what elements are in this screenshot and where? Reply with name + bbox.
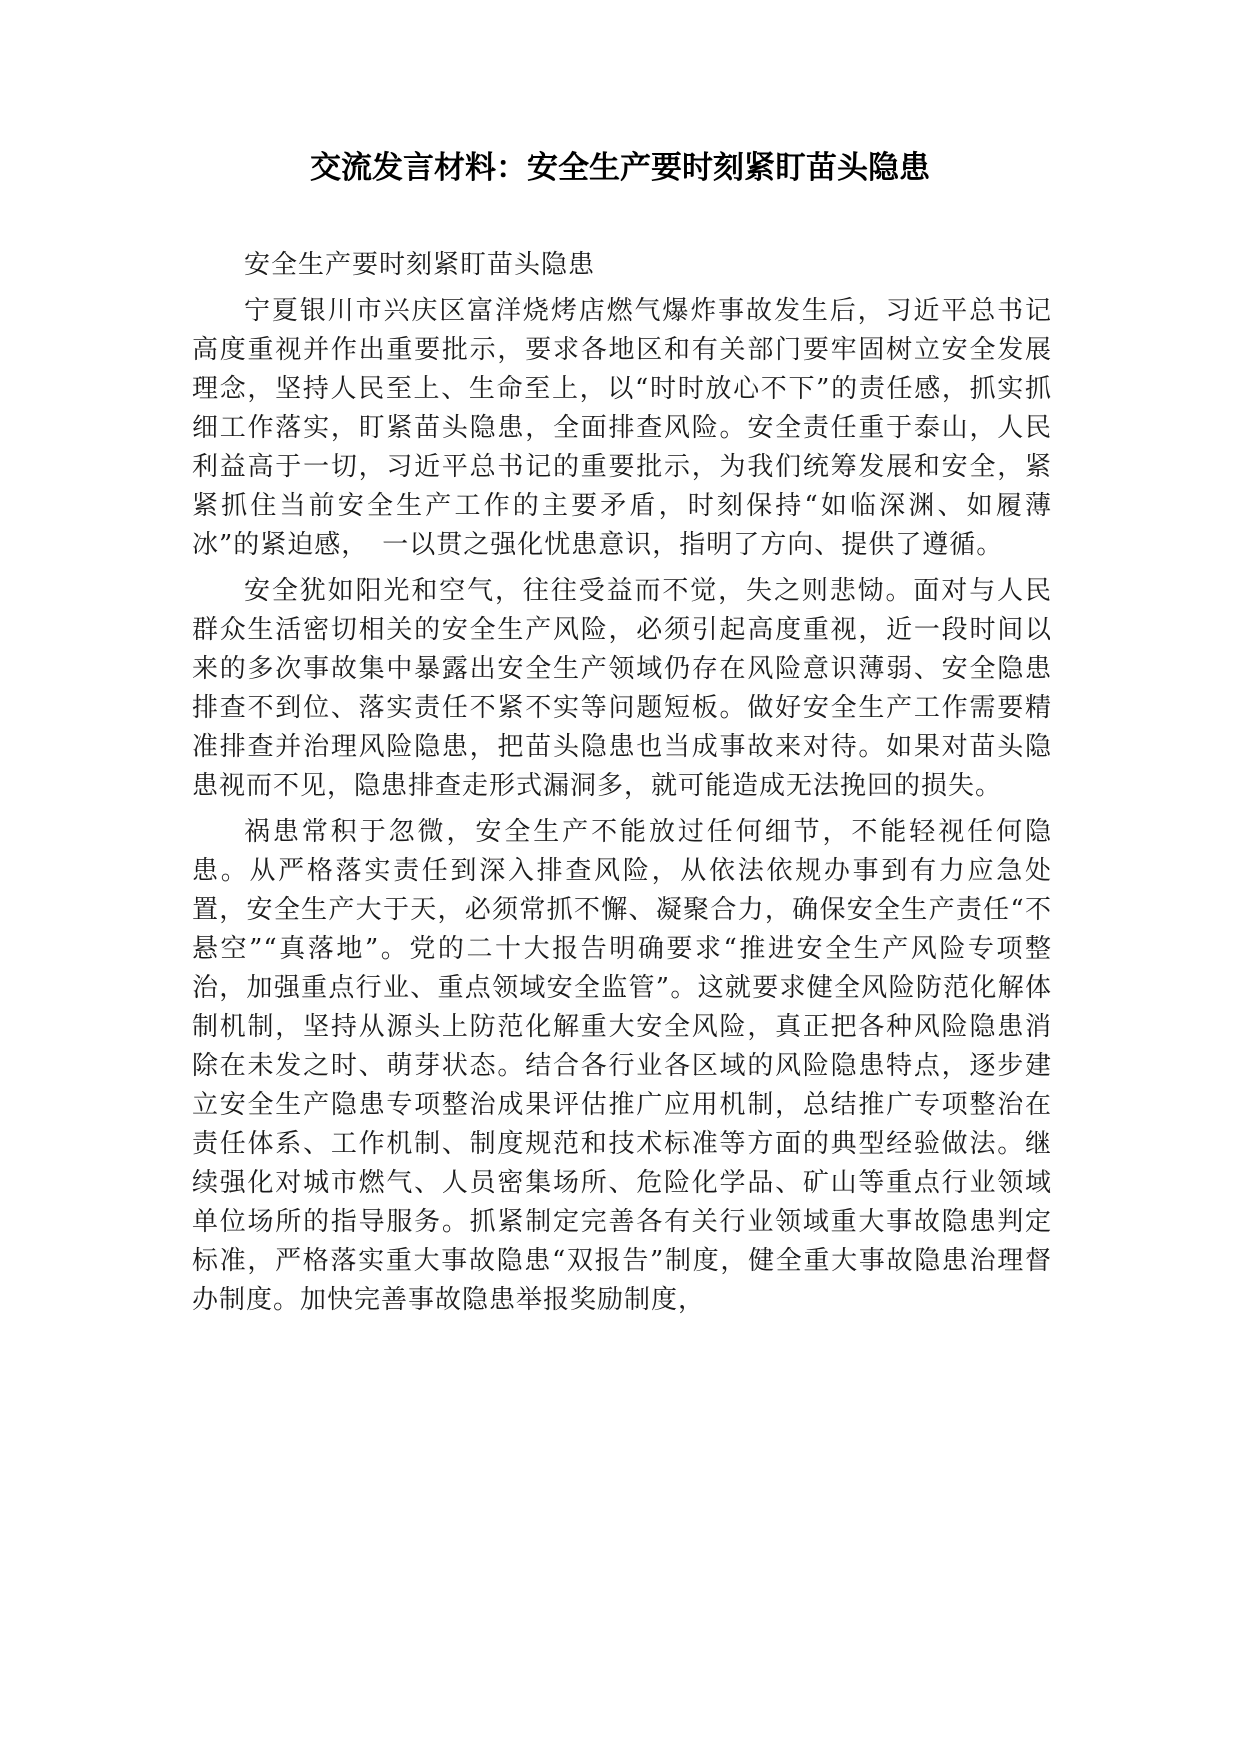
document-body xyxy=(192,246,1052,1320)
document-title: 交流发言材料：安全生产要时刻紧盯苗头隐患 xyxy=(310,150,930,186)
document-subtitle: 安全生产要时刻紧盯苗头隐患 xyxy=(244,250,596,280)
paragraph-3: 祸患常积于忽微，安全生产不能放过任何细节，不能轻视任何隐患。从严格落实责任到深入排查风险，从依法依规办事到有力应急处置，安全生产大于天，必须常抓不懈、凝聚合力，确保安全生产责任“不悬空”“真落地”。党的二十大报告明确要求“推进安全生产风险专项整治，加强重点行业、重点领域安全监管”。这就要求健全风险防范化解体制机制，坚持从源头上防范化解重大安全风险，真正把各种风险隐患消除在未发之时、萌芽状态。结合各行业各区域的风险隐患特点，逐步建立安全生产隐患专项整治成果评估推广应用机制，总结推广专项整治在责任体系、工作机制、制度规范和技术标准等方面的典型经验做法。继续强化对城市燃气、人员密集场所、危险化学品、矿山等重点行业领域单位场所的指导服务。抓紧制定完善各有关行业领域重大事故隐患判定标准，严格落实重大事故隐患“双报告”制度，健全重大事故隐患治理督办制度。加快完善事故隐患举报奖励制度， xyxy=(192,817,1052,1315)
paragraph-1: 宁夏银川市兴庆区富洋烧烤店燃气爆炸事故发生后，习近平总书记高度重视并作出重要批示，要求各地区和有关部门要牢固树立安全发展理念，坚持人民至上、生命至上，以“时时放心不下”的责任感，抓实抓细工作落实，盯紧苗头隐患，全面排查风险。安全责任重于泰山，人民利益高于一切，习近平总书记的重要批示，为我们统筹发展和安全，紧紧抓住当前安全生产工作的主要矛盾，时刻保持“如临深渊、如履薄冰”的紧迫感， 一以贯之强化忧患意识，指明了方向、提供了遵循。 xyxy=(192,296,1052,560)
paragraph-2: 安全犹如阳光和空气，往往受益而不觉，失之则悲恸。面对与人民群众生活密切相关的安全生产风险，必须引起高度重视，近一段时间以来的多次事故集中暴露出安全生产领域仍存在风险意识薄弱、安全隐患排查不到位、落实责任不紧不实等问题短板。做好安全生产工作需要精准排查并治理风险隐患，把苗头隐患也当成事故来对待。如果对苗头隐患视而不见，隐患排查走形式漏洞多，就可能造成无法挽回的损失。 xyxy=(192,576,1052,801)
